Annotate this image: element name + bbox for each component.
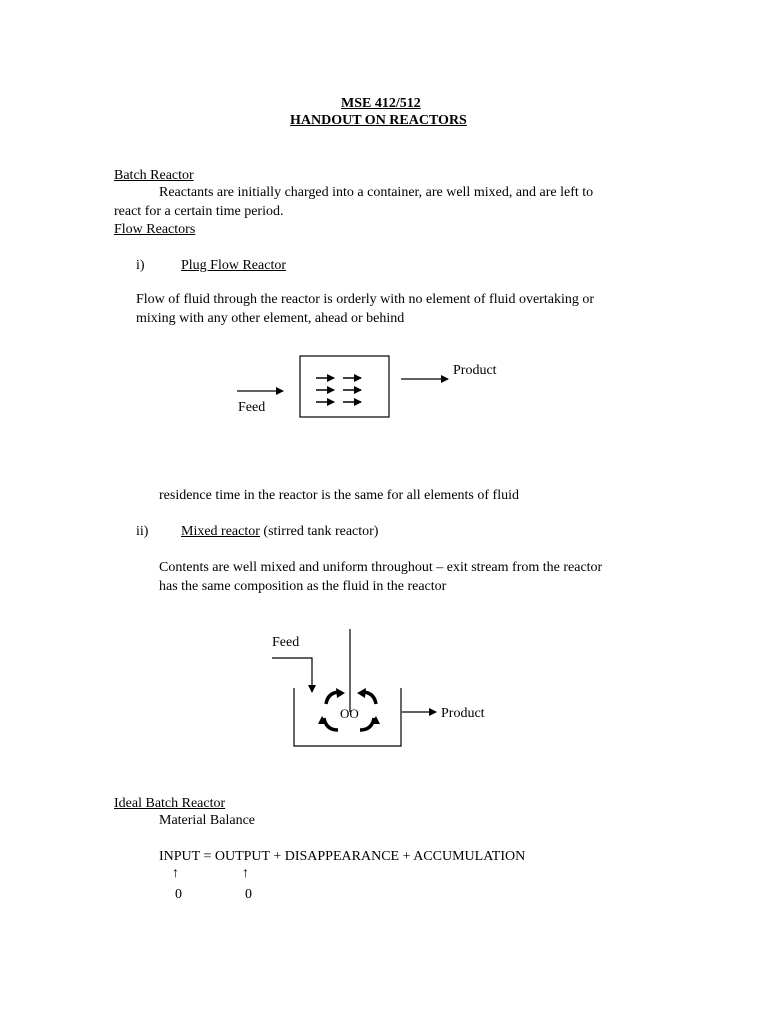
batch-reactor-desc-line2: react for a certain time period. — [114, 204, 284, 219]
mixed-reactor-title: Mixed reactor — [181, 524, 260, 539]
plug-flow-numeral: i) — [136, 258, 145, 273]
mixed-reactor-title-line — [181, 522, 378, 541]
input-arrow-icon: ↑ — [172, 866, 179, 881]
plug-reactor-box — [300, 356, 389, 417]
impeller-label: OO — [340, 706, 359, 721]
plug-feed-label: Feed — [238, 400, 266, 415]
page-title: HANDOUT ON REACTORS — [290, 113, 467, 128]
ideal-batch-heading: Ideal Batch Reactor — [114, 796, 226, 811]
mixed-reactor-numeral: ii) — [136, 524, 149, 539]
mixed-reactor-desc-line1: Contents are well mixed and uniform throughout – exit stream from the reactor — [159, 560, 603, 575]
flow-reactors-heading: Flow Reactors — [114, 222, 196, 237]
plug-flow-desc-line2: mixing with any other element, ahead or behind — [136, 311, 405, 326]
mixed-reactor-desc-line2: has the same composition as the fluid in the reactor — [159, 579, 447, 594]
plug-flow-desc-line1: Flow of fluid through the reactor is orderly with no element of fluid overtaking or — [136, 292, 595, 307]
input-zero: 0 — [175, 887, 182, 902]
batch-reactor-heading: Batch Reactor — [114, 168, 194, 183]
plug-flow-arrows-icon — [316, 378, 361, 402]
output-arrow-icon: ↑ — [242, 866, 249, 881]
mixed-feed-label: Feed — [272, 635, 300, 650]
course-code: MSE 412/512 — [341, 96, 421, 111]
plug-flow-title: Plug Flow Reactor — [181, 258, 286, 273]
material-balance-subheading: Material Balance — [159, 813, 256, 828]
balance-equation: INPUT = OUTPUT + DISAPPEARANCE + ACCUMULATION — [159, 849, 526, 864]
plug-product-label: Product — [453, 363, 497, 378]
residence-time-note: residence time in the reactor is the same for all elements of fluid — [159, 488, 519, 503]
batch-reactor-desc-line1: Reactants are initially charged into a container, are well mixed, and are left to — [159, 185, 594, 200]
output-zero: 0 — [245, 887, 252, 902]
mixed-product-label: Product — [441, 706, 485, 721]
mixed-feed-pipe — [272, 658, 312, 692]
mixed-reactor-subtitle: (stirred tank reactor) — [263, 524, 379, 539]
